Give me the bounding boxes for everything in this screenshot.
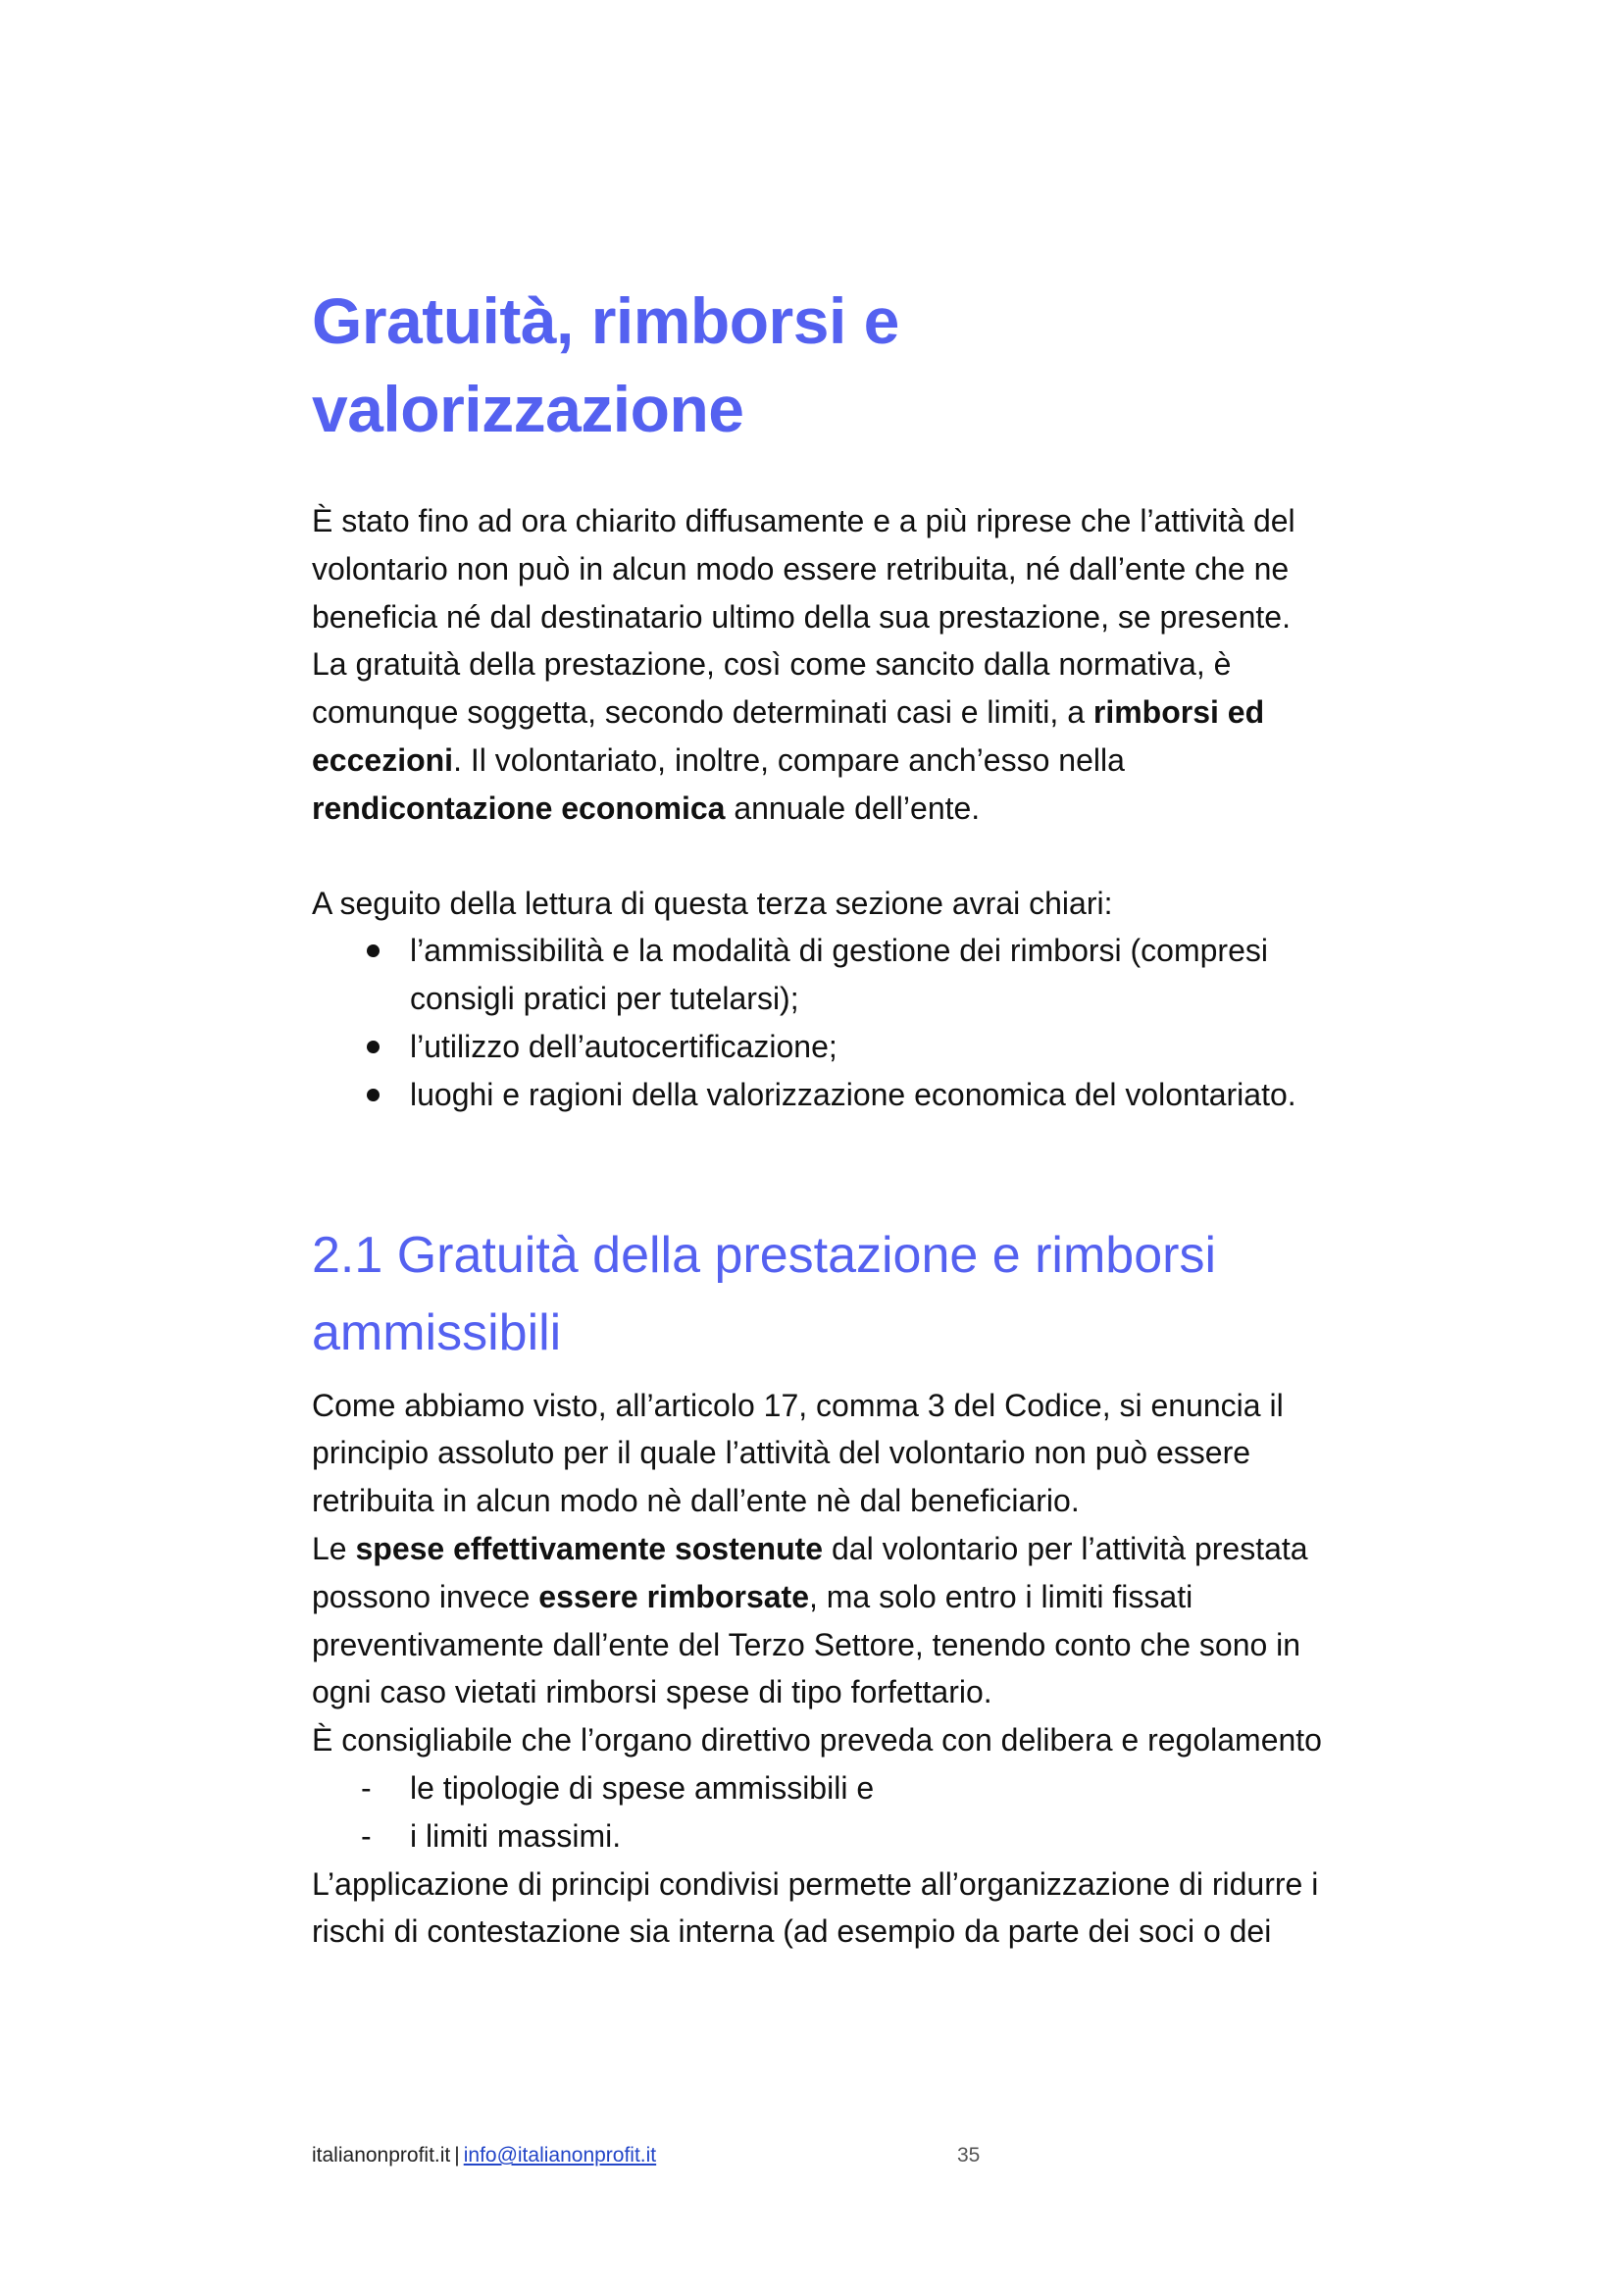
intro-text-2: . Il volontariato, inoltre, compare anch’esso nella [453,741,1125,778]
bullet-text: luoghi e ragioni della valorizzazione economica del volontariato. [410,1076,1296,1112]
lead-sentence: A seguito della lettura di questa terza sezione avrai chiari: [312,885,1113,921]
section-paragraph-4: L’applicazione di principi condivisi permette all’organizzazione di ridurre i rischi di contestazione sia interna (ad esempio da parte dei soci o dei [312,1865,1319,1950]
section-heading-line-2: ammissibili [312,1303,562,1361]
p2-bold-2: essere rimborsate [538,1578,809,1614]
dash-marker: - [361,1817,372,1854]
bullet-item [312,927,1332,1023]
bullet-item [312,1023,1332,1071]
section-paragraph-3: È consigliabile che l’organo direttivo preveda con delibera e regolamento [312,1722,1322,1759]
page-title-line-1: Gratuità, rimborsi e [312,284,899,357]
bullet-dot-icon [367,1089,380,1101]
section-paragraph-1: Come abbiamo visto, all’articolo 17, comma 3 del Codice, si enuncia il principio assoluto per il quale l’attività del volontario non può essere retribuita in alcun modo nè dall’ente nè dal beneficiario. [312,1387,1284,1519]
page-footer [312,2143,656,2168]
dash-item [312,1812,1332,1861]
page-title [312,277,1332,453]
footer-site: italianonprofit.it [312,2144,451,2167]
page-number: 35 [957,2144,981,2167]
intro-text-3: annuale dell’ente. [725,790,981,826]
section-heading [312,1217,1332,1372]
dash-text: le tipologie di spese ammissibili e [410,1769,875,1806]
page-title-line-2: valorizzazione [312,373,744,445]
section-paragraph-2 [312,1525,1332,1716]
intro-bold-2: rendicontazione economica [312,790,726,826]
dash-item [312,1764,1332,1812]
page-content [312,277,1332,1956]
bullet-list [312,927,1332,1118]
p2-text-c: , ma solo entro i limiti fissati preventivamente dall’ente del Terzo Settore, tenendo conto che sono in ogni caso vietati rimborsi spese di tipo forfettario. [312,1578,1301,1710]
dash-marker: - [361,1769,372,1806]
dash-text: i limiti massimi. [410,1817,622,1854]
dash-list [312,1764,1332,1861]
intro-bold-1: rimborsi ed eccezioni [312,694,1265,778]
footer-email-link[interactable]: info@italianonprofit.it [463,2144,657,2167]
bullet-item [312,1071,1332,1119]
bullet-dot-icon [367,1041,380,1053]
intro-paragraph [312,497,1332,833]
intro-text-1: È stato fino ad ora chiarito diffusamente e a più riprese che l’attività del volontario non può in alcun modo essere retribuita, né dall’ente che ne beneficia né dal destinatario ultimo della sua prestazione, se presente. La gratuità della prestazione, così come sancito dalla normativa, è comunque soggetta, secondo determinati casi e limiti, a [312,503,1295,731]
bullet-text: l’utilizzo dell’autocertificazione; [410,1028,837,1064]
bullet-dot-icon [367,944,380,957]
p2-text-a: Le [312,1530,356,1566]
footer-separator: | [454,2144,460,2167]
bullet-text: l’ammissibilità e la modalità di gestione dei rimborsi (compresi consigli pratici per tutelarsi); [410,933,1268,1017]
section-heading-line-1: 2.1 Gratuità della prestazione e rimborsi [312,1226,1217,1284]
p2-text-b: dal volontario per l’attività prestata possono invece [312,1530,1308,1614]
p2-bold-1: spese effettivamente sostenute [355,1530,824,1566]
